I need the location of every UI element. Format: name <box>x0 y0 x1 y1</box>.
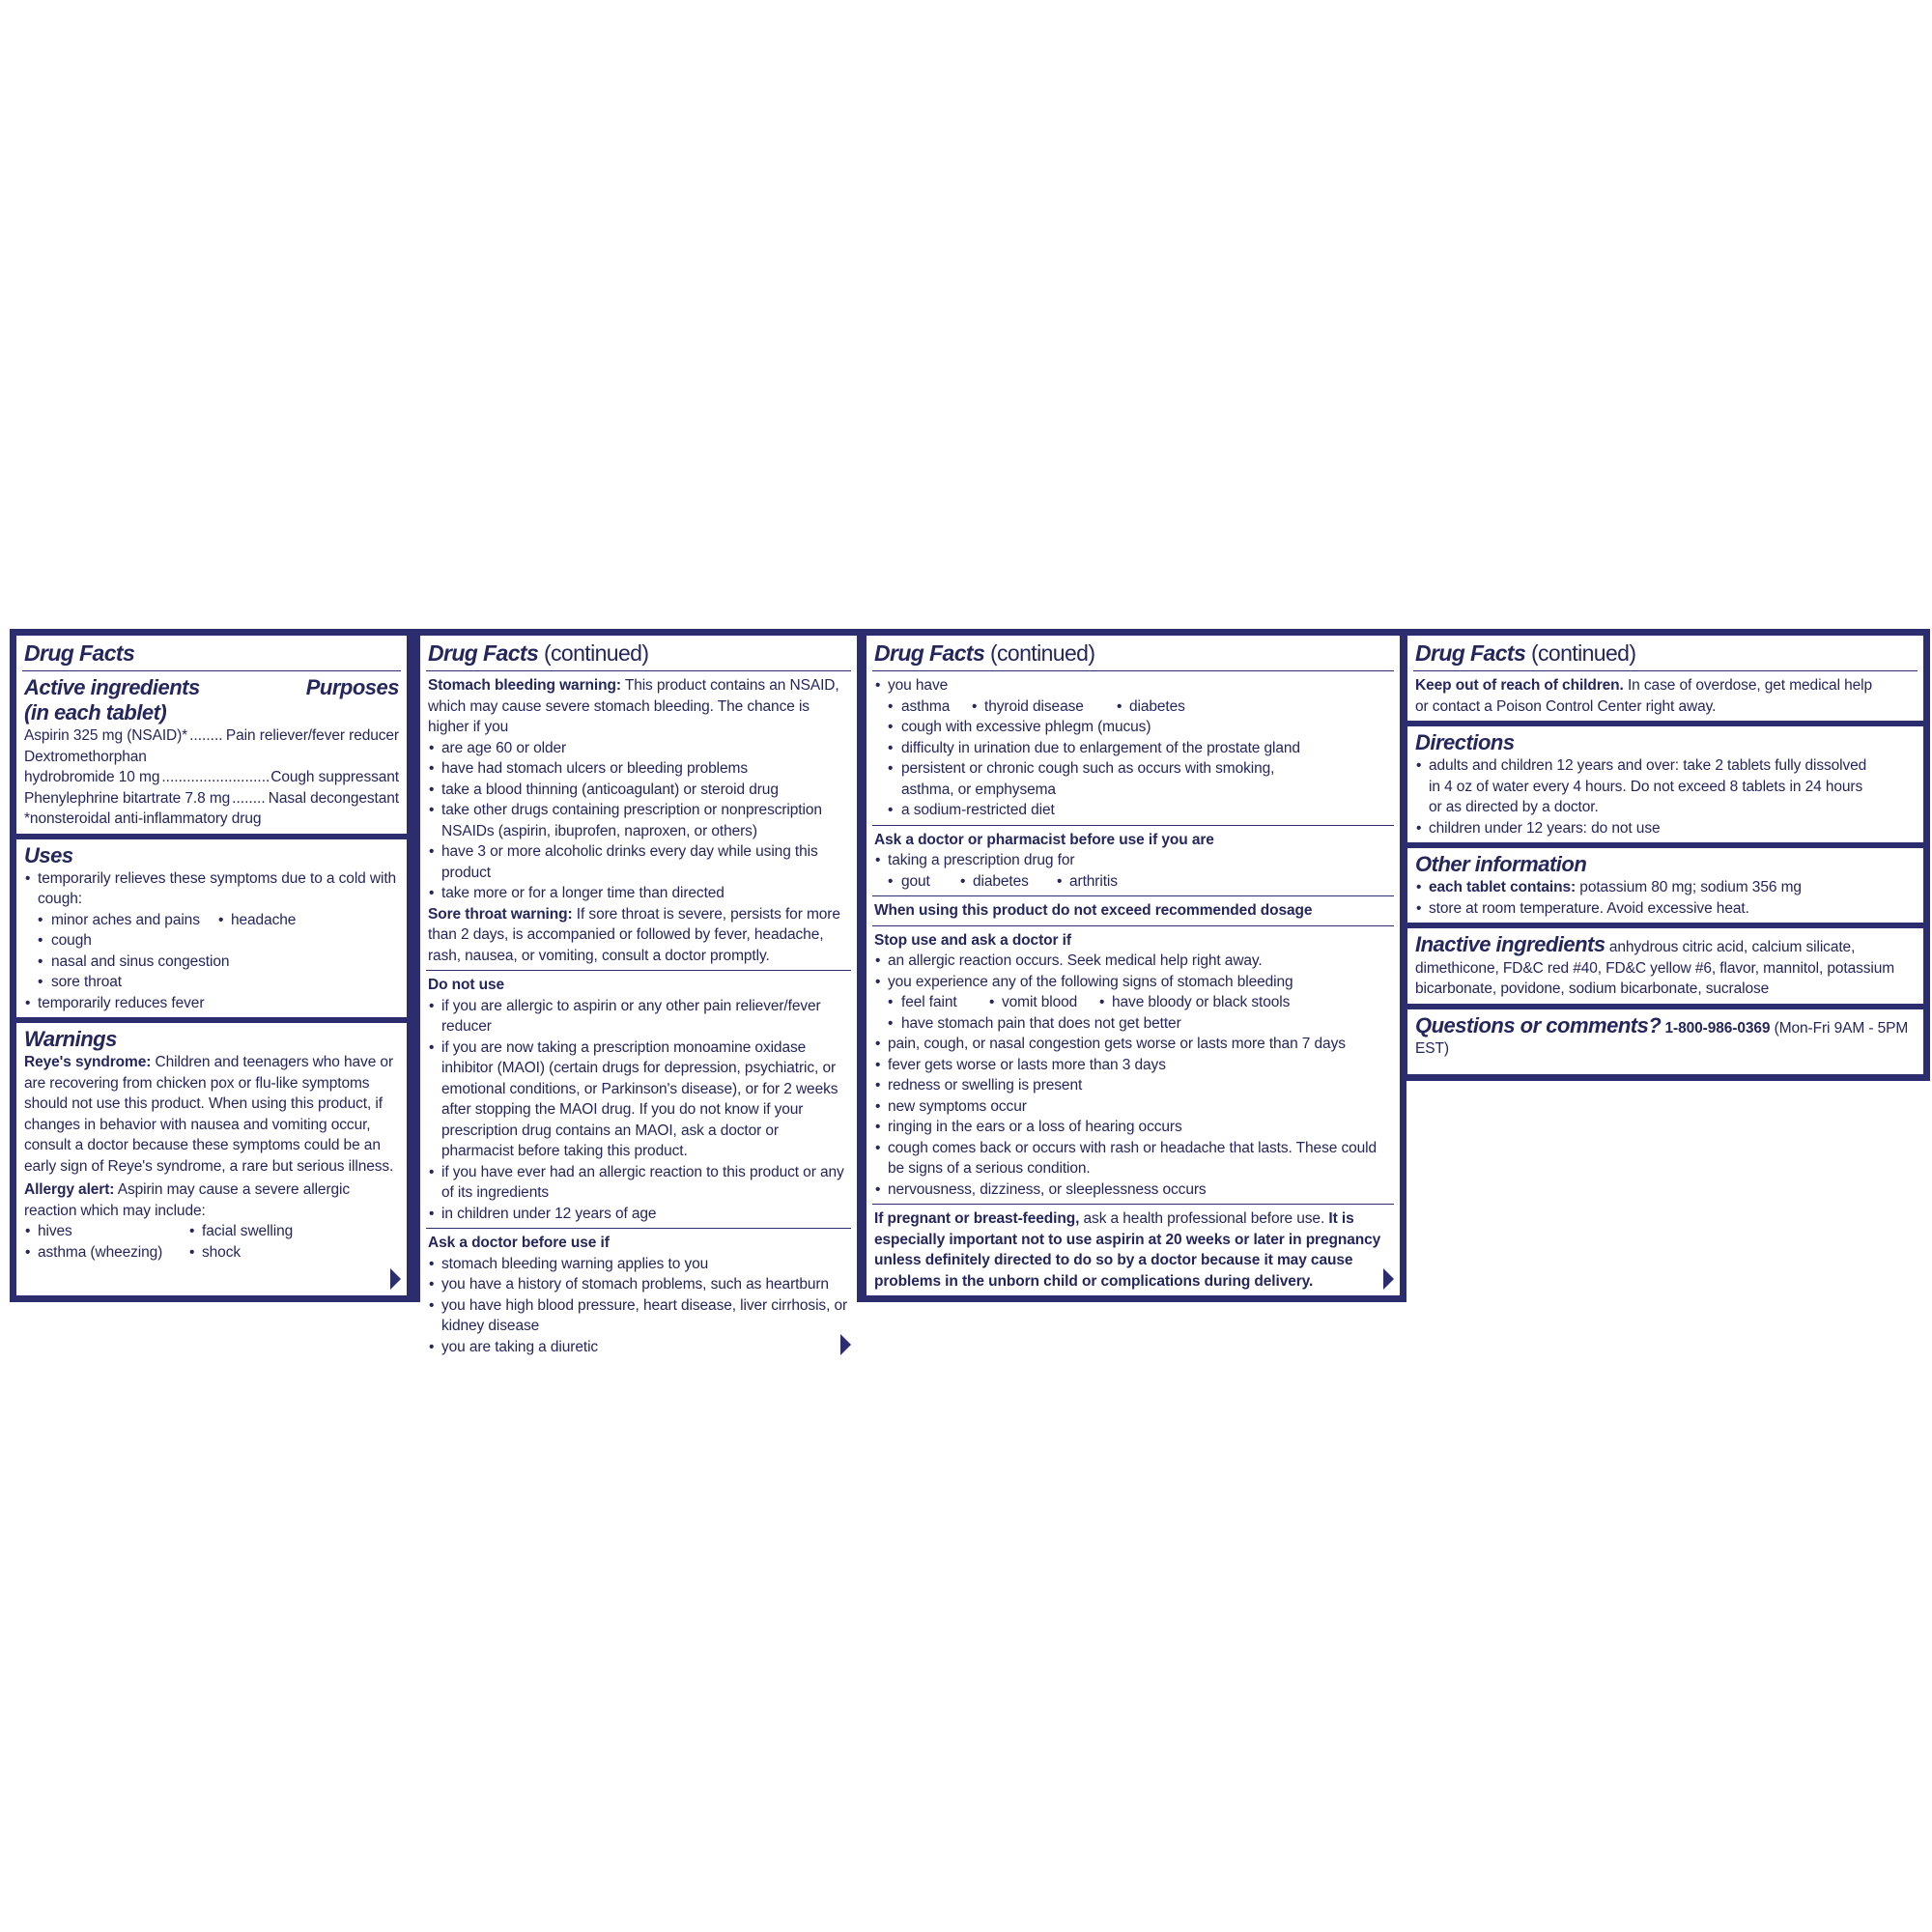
sore-throat-warning <box>428 904 849 967</box>
ingredient-name-cont: hydrobromide 10 mg <box>24 769 160 785</box>
panel-title <box>428 639 849 667</box>
sore-text: If sore throat is severe, persists for more than 2 days, is accompanied or followed by fever, headache, rash, nausea, or vomiting, consult a doctor promptly. <box>428 905 840 964</box>
ask-doctor-header: Ask a doctor before use if <box>428 1235 610 1251</box>
list-item: • have bloody or black stools <box>1098 992 1290 1013</box>
reyes-text: Children and teenagers who have or are recovering from chicken pox or flu-like symptoms should not use this product. When using this product, if changes in behavior with nausea and vomiting occur, consult a doctor because these symptoms could be an early sign of Reye's syndrome, a rare but serious illness. <box>24 1054 394 1175</box>
ingredient-row <box>24 788 399 810</box>
list-item: • in children under 12 years of age <box>428 1204 849 1225</box>
panel-title-continued: (continued) <box>989 640 1095 666</box>
divider <box>872 670 1394 671</box>
list-item: • pain, cough, or nasal congestion gets worse or lasts more than 7 days <box>874 1034 1392 1055</box>
ingredient-name: Phenylephrine bitartrate 7.8 mg <box>24 789 231 807</box>
list-item: • feel faint <box>874 992 988 1013</box>
stomach-bleeding-warning <box>428 675 849 738</box>
drug-facts-label <box>10 629 1930 1355</box>
list-item: • if you are now taking a prescription monoamine oxidase inhibitor (MAOI) (certain drugs for depression, psychiatric, or emotional conditions, or Parkinson's disease), or for 2 weeks after stopping the MAOI drug. If you do not know if your prescription drug contains an MAOI, ask a doctor or pharmacist before taking this product. <box>428 1037 849 1162</box>
list-item: • asthma <box>874 696 971 718</box>
ingredient-row <box>24 725 399 747</box>
keep-out-section <box>1407 636 1923 721</box>
when-using-text: When using this product do not exceed recommended dosage <box>874 902 1313 919</box>
list-item: • new symptoms occur <box>874 1096 1392 1118</box>
divider <box>426 970 851 971</box>
drug-facts-panel-2 <box>413 629 864 1355</box>
divider <box>1413 670 1918 671</box>
keep-out-label: Keep out of reach of children. <box>1415 677 1624 694</box>
list-item: • you have <box>874 675 1392 696</box>
panel-title-text: Drug Facts <box>1415 640 1526 666</box>
divider <box>426 670 851 671</box>
list-item: • have had stomach ulcers or bleeding problems <box>428 758 849 780</box>
stomach-text: This product contains an NSAID, which may cause severe stomach bleeding. The chance is higher if you <box>428 677 839 735</box>
panel-3-content <box>867 636 1400 1295</box>
list-item: • vomit blood <box>988 992 1098 1013</box>
leader-dots <box>189 725 224 747</box>
sore-label: Sore throat warning: <box>428 905 573 923</box>
list-item: • nasal and sinus congestion <box>24 952 399 973</box>
drug-facts-panel-4 <box>1401 629 1930 1081</box>
directions-header: Directions <box>1415 730 1515 754</box>
list-item: • cough comes back or occurs with rash or headache that lasts. These could be signs of a serious condition. <box>874 1138 1392 1179</box>
drug-facts-panel-3 <box>860 629 1406 1302</box>
list-item: • minor aches and pains <box>24 910 217 931</box>
list-item: • you are taking a diuretic <box>428 1337 849 1358</box>
questions-header: Questions or comments? <box>1415 1012 1662 1037</box>
inactive-ingredients-text: anhydrous citric acid, calcium silicate, dimethicone, FD&C red #40, FD&C yellow #6, flavor, mannitol, potassium bicarbonate, povidone, sodium bicarbonate, sucralose <box>1415 939 1895 997</box>
list-item: • redness or swelling is present <box>874 1075 1392 1096</box>
list-item: • stomach bleeding warning applies to you <box>428 1254 849 1275</box>
list-item: • have stomach pain that does not get better <box>874 1013 1392 1035</box>
ask-pharmacist-header: Ask a doctor or pharmacist before use if you are <box>874 831 1214 848</box>
panel-title <box>874 639 1392 667</box>
reyes-label: Reye's syndrome: <box>24 1054 152 1070</box>
keep-out-warning <box>1415 675 1916 717</box>
pregnancy-text: ask a health professional before use. <box>1083 1210 1325 1227</box>
directions-section <box>1407 726 1923 842</box>
list-item: • adults and children 12 years and over: take 2 tablets fully dissolved in 4 oz of water every 4 hours. Do not exceed 8 tablets in 24 hours or as directed by a doctor. <box>1415 755 1916 818</box>
list-item: • gout <box>874 871 959 893</box>
list-item: • difficulty in urination due to enlargement of the prostate gland <box>874 738 1392 759</box>
list-item: • diabetes <box>959 871 1056 893</box>
uses-section <box>16 839 407 1018</box>
warnings-section <box>16 1023 407 1295</box>
divider <box>426 1228 851 1229</box>
stop-use-header: Stop use and ask a doctor if <box>874 931 1071 949</box>
purposes-header: Purposes <box>305 675 399 699</box>
list-item: • sore throat <box>24 972 399 993</box>
allergy-label: Allergy alert: <box>24 1181 115 1198</box>
continue-arrow-icon <box>840 1334 851 1355</box>
list-item: • have 3 or more alcoholic drinks every day while using this product <box>428 841 849 883</box>
panel-title <box>1415 639 1916 667</box>
divider <box>872 895 1394 896</box>
list-item: • take other drugs containing prescription or nonprescription NSAIDs (aspirin, ibuprofen, naproxen, or others) <box>428 800 849 841</box>
panel-2-content <box>420 636 857 1361</box>
footnote: *nonsteroidal anti-inflammatory drug <box>24 810 262 827</box>
list-item: • diabetes <box>1116 696 1185 718</box>
list-item: • arthritis <box>1056 871 1118 893</box>
drug-facts-panel-1 <box>10 629 413 1302</box>
list-item: • take a blood thinning (anticoagulant) or steroid drug <box>428 780 849 801</box>
panel-title-text: Drug Facts <box>874 640 985 666</box>
list-item: • temporarily reduces fever <box>24 993 399 1014</box>
list-item <box>1415 877 1916 898</box>
ingredient-row <box>24 767 399 788</box>
reyes-warning <box>24 1052 399 1177</box>
allergy-alert <box>24 1179 399 1221</box>
list-item: • facial swelling <box>188 1221 293 1242</box>
active-ingredients-section <box>16 636 407 834</box>
list-item: • shock <box>188 1242 241 1264</box>
panel-title: Drug Facts <box>24 640 135 666</box>
list-item: • you experience any of the following signs of stomach bleeding <box>874 972 1392 993</box>
divider <box>872 925 1394 926</box>
ingredient-name: Aspirin 325 mg (NSAID)* <box>24 727 188 744</box>
list-item: • children under 12 years: do not use <box>1415 818 1916 839</box>
panel-title-text: Drug Facts <box>428 640 539 666</box>
divider <box>872 1204 1394 1205</box>
list-item: • cough <box>24 930 399 952</box>
list-item: • headache <box>217 910 296 931</box>
leader-dots <box>232 788 267 810</box>
phone-hours: (Mon-Fri 9AM - 5PM EST) <box>1415 1019 1909 1057</box>
do-not-use-header: Do not use <box>428 977 505 993</box>
list-item: • are age 60 or older <box>428 738 849 759</box>
panel-title-continued: (continued) <box>543 640 649 666</box>
continue-arrow-icon <box>1383 1268 1394 1290</box>
other-information-header: Other information <box>1415 852 1587 876</box>
pregnancy-warning <box>874 1208 1392 1292</box>
pregnancy-label: If pregnant or breast-feeding, <box>874 1210 1080 1227</box>
each-tablet-label: each tablet contains: <box>1429 879 1577 895</box>
active-ingredients-subheader: (in each tablet) <box>24 700 167 724</box>
inactive-ingredients-section <box>1407 928 1923 1004</box>
questions-section <box>1407 1009 1923 1075</box>
list-item: • thyroid disease <box>971 696 1116 718</box>
list-item: • persistent or chronic cough such as occurs with smoking, asthma, or emphysema <box>874 758 1392 800</box>
inactive-ingredients-header: Inactive ingredients <box>1415 932 1605 956</box>
divider <box>872 825 1394 826</box>
active-ingredients-header: Active ingredients <box>24 675 200 699</box>
leader-dots <box>161 767 269 788</box>
keep-out-text: In case of overdose, get medical help or contact a Poison Control Center right away. <box>1415 677 1873 715</box>
list-item: • ringing in the ears or a loss of hearing occurs <box>874 1117 1392 1138</box>
warnings-header: Warnings <box>24 1027 117 1051</box>
ingredient-purpose: Pain reliever/fever reducer <box>225 727 399 744</box>
list-item: • take more or for a longer time than directed <box>428 883 849 904</box>
list-item: • fever gets worse or lasts more than 3 days <box>874 1055 1392 1076</box>
panel-title-continued: (continued) <box>1530 640 1636 666</box>
continue-arrow-icon <box>390 1268 401 1290</box>
ingredient-name: Dextromethorphan <box>24 748 147 765</box>
stomach-label: Stomach bleeding warning: <box>428 677 621 694</box>
other-information-section <box>1407 848 1923 923</box>
list-item: • a sodium-restricted diet <box>874 800 1392 821</box>
allergy-text: Aspirin may cause a severe allergic reaction which may include: <box>24 1181 351 1219</box>
pregnancy-bold-text: It is especially important not to use aspirin at 20 weeks or later in pregnancy unless definitely directed to do so by a doctor because it may cause problems in the unborn child or complications during delivery. <box>874 1210 1381 1290</box>
list-item: • if you have ever had an allergic reaction to this product or any of its ingredients <box>428 1162 849 1204</box>
list-item: • nervousness, dizziness, or sleeplessness occurs <box>874 1179 1392 1201</box>
ingredient-purpose: Nasal decongestant <box>268 789 399 807</box>
list-item: • you have a history of stomach problems, such as heartburn <box>428 1274 849 1295</box>
list-item: • if you are allergic to aspirin or any other pain reliever/fever reducer <box>428 996 849 1037</box>
list-item: • taking a prescription drug for <box>874 850 1392 871</box>
list-item: • store at room temperature. Avoid excessive heat. <box>1415 898 1916 920</box>
list-item: • an allergic reaction occurs. Seek medical help right away. <box>874 951 1392 972</box>
list-item: • temporarily relieves these symptoms due to a cold with cough: <box>24 868 399 910</box>
uses-header: Uses <box>24 842 73 867</box>
phone-number: 1-800-986-0369 <box>1664 1019 1771 1037</box>
list-item: • asthma (wheezing) <box>24 1242 188 1264</box>
list-item: • you have high blood pressure, heart disease, liver cirrhosis, or kidney disease <box>428 1295 849 1337</box>
list-item: • hives <box>24 1221 188 1242</box>
each-tablet-text: potassium 80 mg; sodium 356 mg <box>1579 879 1802 895</box>
list-item: • cough with excessive phlegm (mucus) <box>874 717 1392 738</box>
ingredient-purpose: Cough suppressant <box>270 769 399 785</box>
divider <box>22 670 401 671</box>
